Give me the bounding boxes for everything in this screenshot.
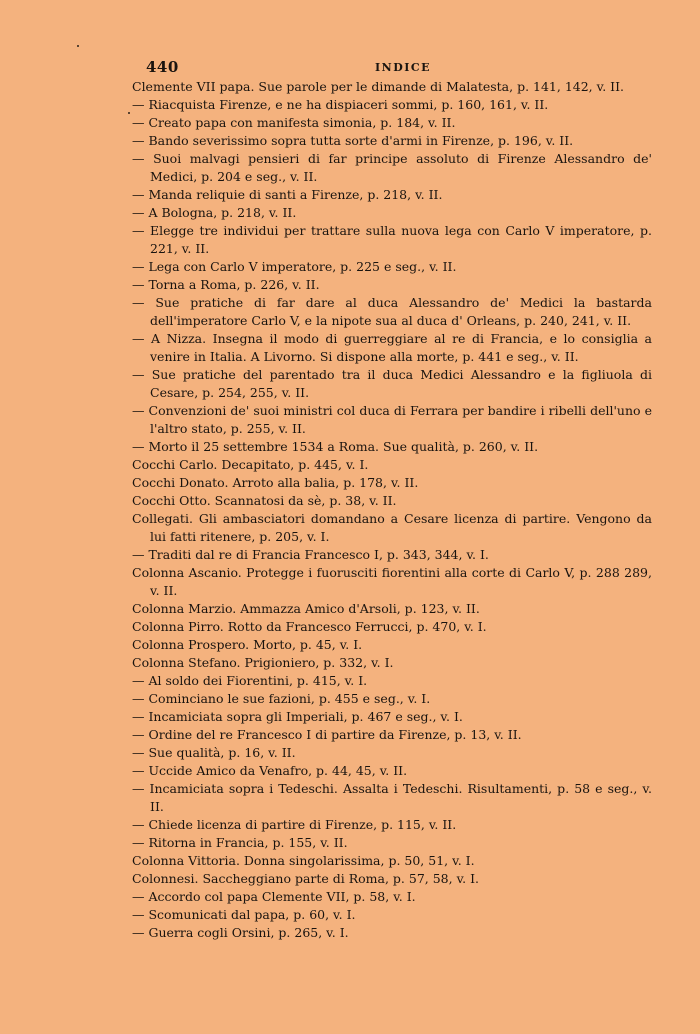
speck-mark [77,45,79,47]
index-entry: Colonna Vittoria. Donna singolarissima, p. 50, 51, v. I. [132,853,475,868]
index-entry: — Manda reliquie di santi a Firenze, p. 218, v. II. [132,187,443,202]
index-entry: — Incamiciata sopra i Tedeschi. Assalta i Tedeschi. Risultamenti, p. 58 e seg., v. II. [132,781,652,814]
page-header [0,58,700,78]
index-entry: Colonna Stefano. Prigioniero, p. 332, v. I. [132,655,394,670]
index-entry: — Convenzioni de' suoi ministri col duca di Ferrara per bandire i ribelli dell'uno e l'altro stato, p. 255, v. II. [132,403,652,436]
index-entry: Cocchi Donato. Arroto alla balia, p. 178, v. II. [132,475,419,490]
index-entry: — Bando severissimo sopra tutta sorte d'armi in Firenze, p. 196, v. II. [132,133,574,148]
index-entry: Colonna Prospero. Morto, p. 45, v. I. [132,637,363,652]
index-entry: — Lega con Carlo V imperatore, p. 225 e seg., v. II. [132,259,457,274]
index-entry: — Incamiciata sopra gli Imperiali, p. 467 e seg., v. I. [132,709,463,724]
index-entry: Collegati. Gli ambasciatori domandano a Cesare licenza di partire. Vengono da lui fatti ritenere, p. 205, v. I. [132,511,652,544]
index-entry: — Sue qualità, p. 16, v. II. [132,745,296,760]
index-entries [132,78,652,942]
index-entry: — Chiede licenza di partire di Firenze, p. 115, v. II. [132,817,457,832]
index-entry: — Al soldo dei Fiorentini, p. 415, v. I. [132,673,368,688]
index-entry: — Sue pratiche del parentado tra il duca Medici Alessandro e la figliuola di Cesare, p. 254, 255, v. II. [132,367,652,400]
speck-mark [128,112,130,114]
index-entry: — Morto il 25 settembre 1534 a Roma. Sue qualità, p. 260, v. II. [132,439,539,454]
index-entry: — Traditi dal re di Francia Francesco I, p. 343, 344, v. I. [132,547,489,562]
index-entry: — Creato papa con manifesta simonia, p. 184, v. II. [132,115,456,130]
index-entry: — Riacquista Firenze, e ne ha dispiaceri sommi, p. 160, 161, v. II. [132,97,549,112]
index-entry: Clemente VII papa. Sue parole per le dimande di Malatesta, p. 141, 142, v. II. [132,79,625,94]
index-entry: Colonna Marzio. Ammazza Amico d'Arsoli, p. 123, v. II. [132,601,480,616]
page-number: 440 [146,58,179,76]
index-entry: — Elegge tre individui per trattare sulla nuova lega con Carlo V imperatore, p. 221, v. II. [132,223,652,256]
index-entry: Cocchi Carlo. Decapitato, p. 445, v. I. [132,457,369,472]
index-entry: — Ritorna in Francia, p. 155, v. II. [132,835,348,850]
index-entry: — Suoi malvagi pensieri di far principe assoluto di Firenze Alessandro de' Medici, p. 204 e seg., v. II. [132,151,652,184]
index-entry: — Sue pratiche di far dare al duca Alessandro de' Medici la bastarda dell'imperatore Carlo V, e la nipote sua al duca d' Orleans, p. 240, 241, v. II. [132,295,652,328]
index-entry: Colonna Pirro. Rotto da Francesco Ferrucci, p. 470, v. I. [132,619,487,634]
running-title: INDICE [375,61,432,74]
index-entry: — A Nizza. Insegna il modo di guerreggiare al re di Francia, e lo consiglia a venire in Italia. A Livorno. Si dispone alla morte, p. 441 e seg., v. II. [132,331,652,364]
index-entry: — Cominciano le sue fazioni, p. 455 e seg., v. I. [132,691,431,706]
index-entry: — Uccide Amico da Venafro, p. 44, 45, v. II. [132,763,408,778]
index-entry: — Accordo col papa Clemente VII, p. 58, v. I. [132,889,416,904]
index-entry: — Guerra cogli Orsini, p. 265, v. I. [132,925,349,940]
index-entry: — Scomunicati dal papa, p. 60, v. I. [132,907,356,922]
index-entry: — Ordine del re Francesco I di partire da Firenze, p. 13, v. II. [132,727,522,742]
index-entry: — Torna a Roma, p. 226, v. II. [132,277,320,292]
index-entry: Cocchi Otto. Scannatosi da sè, p. 38, v. II. [132,493,397,508]
index-entry: Colonna Ascanio. Protegge i fuorusciti fiorentini alla corte di Carlo V, p. 288 289, v. II. [132,565,652,598]
index-entry: Colonnesi. Saccheggiano parte di Roma, p. 57, 58, v. I. [132,871,480,886]
index-entry: — A Bologna, p. 218, v. II. [132,205,297,220]
